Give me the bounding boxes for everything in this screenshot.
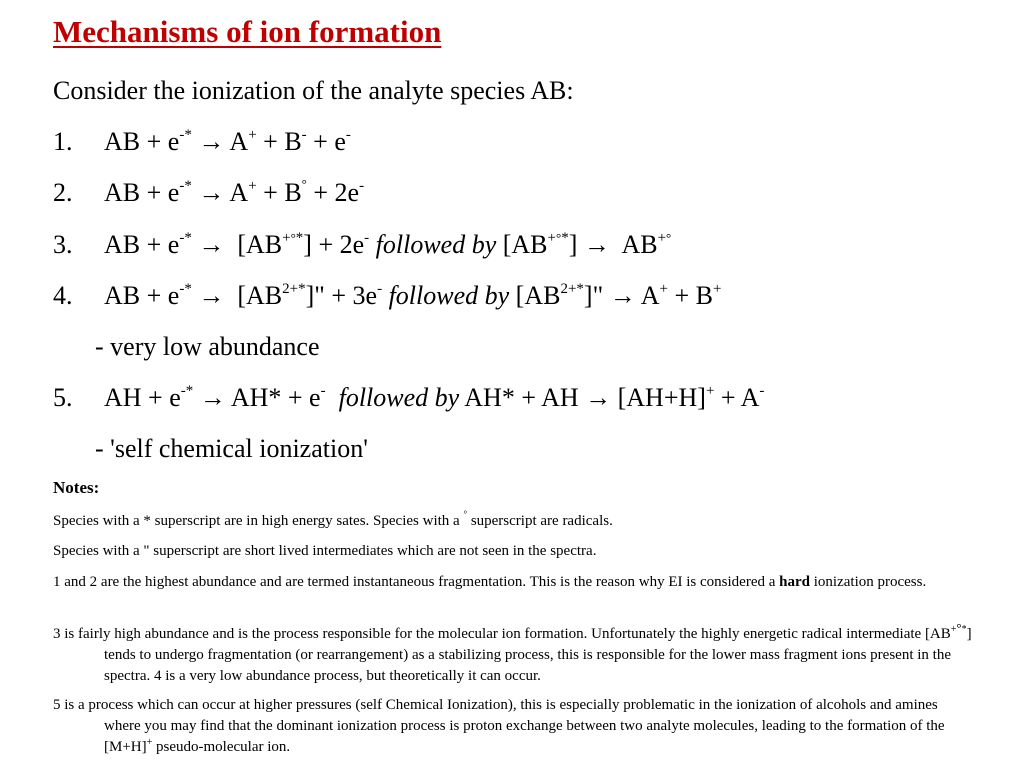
arrow-symbol: → [198, 127, 225, 156]
reaction-1: 1. AB + e-* → A+ + B- + e- [53, 127, 351, 156]
reaction-5-note: - 'self chemical ionization' [95, 434, 368, 463]
note-3: 1 and 2 are the highest abundance and are termed instantaneous fragmentation. This is the reason why EI is considered a hard ionization process. [53, 574, 927, 590]
slide-title: Mechanisms of ion formation [53, 14, 442, 49]
note-4: 3 is fairly high abundance and is the process responsible for the molecular ion formation. Unfortunately the highly energetic radical intermediate [AB+°*] tends to undergo fragmentation (or rearrangement) as a stabilizing process, this is responsible for the lower mass fragment ions present in the spectra. 4 is a very low abundance process, but theoretically it can occur. [53, 620, 972, 684]
radical-degree: ° [301, 176, 307, 191]
reaction-4-note: - very low abundance [95, 332, 320, 361]
reaction-number: 2. [53, 178, 73, 207]
followed-by-text: followed by [375, 230, 497, 259]
note-2: Species with a " superscript are short lived intermediates which are not seen in the spectra. [53, 543, 597, 559]
arrow-symbol: → [198, 281, 225, 310]
reaction-number: 4. [53, 281, 73, 310]
arrow-symbol: → [609, 281, 636, 310]
intro-text: Consider the ionization of the analyte species AB: [53, 76, 574, 105]
followed-by-text: followed by [388, 281, 510, 310]
reaction-number: 3. [53, 230, 73, 259]
arrow-symbol: → [583, 230, 610, 259]
reaction-3: 3. AB + e-* → [AB+°*] + 2e- followed by [AB+°*] → AB+° [53, 230, 672, 259]
arrow-symbol: → [198, 178, 225, 207]
reaction-number: 1. [53, 127, 73, 156]
reaction-5: 5. AH + e-* → AH* + e- followed by AH* + AH → [AH+H]+ + A- [53, 383, 765, 412]
reaction-2: 2. AB + e-* → A+ + B° + 2e- [53, 176, 365, 207]
note-5: 5 is a process which can occur at higher pressures (self Chemical Ionization), this is especially problematic in the ionization of alcohols and amines where you may find that the dominant ionization process is proton exchange between two analyte molecules, leading to the formation of the [M+H]+ pseudo-molecular ion. [53, 697, 945, 755]
reaction-number: 5. [53, 383, 73, 412]
notes-heading: Notes: [53, 478, 100, 497]
followed-by-text: followed by [338, 383, 460, 412]
reaction-4: 4. AB + $e^{-*} \to [AB^{2+*}]$" + 3e- followed by $[AB^{2+*}]$" → A+ + B+ [53, 281, 722, 310]
note-1: Species with a * superscript are in high energy sates. Species with a ° superscript are radicals. [53, 509, 613, 529]
hard-emphasis: hard [779, 574, 810, 590]
arrow-symbol: → [198, 230, 225, 259]
arrow-symbol: → [585, 383, 612, 412]
arrow-symbol: → [199, 383, 226, 412]
